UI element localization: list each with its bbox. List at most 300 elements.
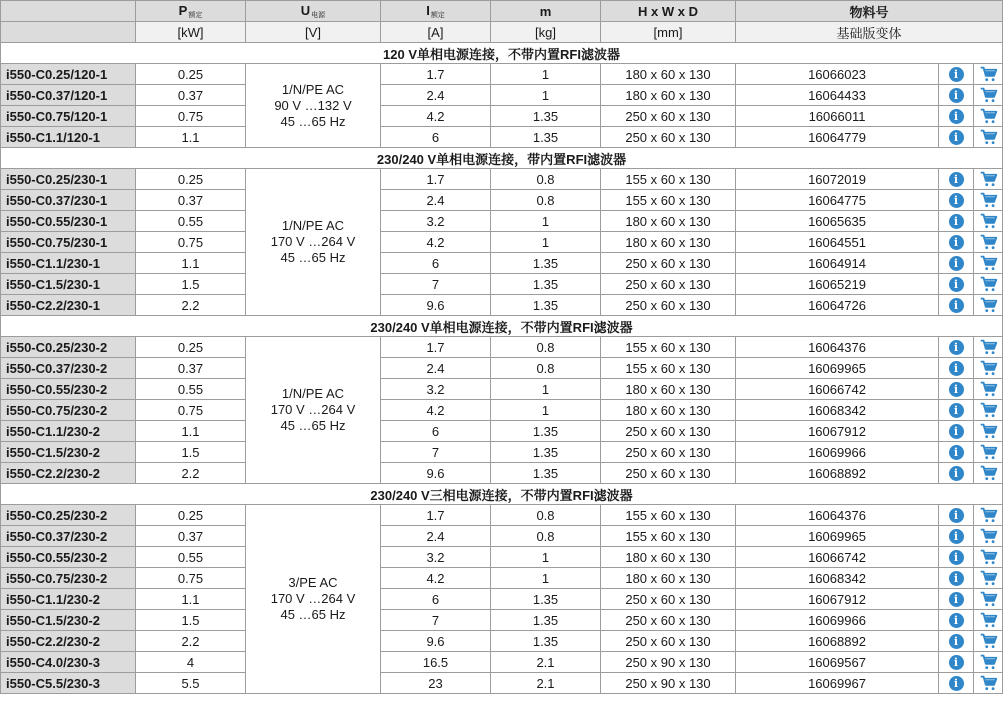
section-header-row [1, 484, 1003, 505]
mass-cell: 2.1 [491, 652, 601, 673]
cart-icon[interactable] [980, 528, 997, 543]
mass-cell: 1 [491, 64, 601, 85]
info-icon[interactable]: i [949, 550, 964, 565]
info-icon[interactable]: i [949, 529, 964, 544]
part-number-cell: 16064914 [736, 253, 939, 274]
header-row [1, 1, 1003, 22]
dimensions-cell: 180 x 60 x 130 [601, 211, 736, 232]
supply-frequency: 45 …65 Hz [280, 607, 346, 622]
dimensions-cell: 155 x 60 x 130 [601, 169, 736, 190]
cart-icon-svg [980, 444, 997, 460]
power-cell: 0.25 [136, 505, 246, 526]
mass-cell: 1.35 [491, 631, 601, 652]
info-icon[interactable]: i [949, 466, 964, 481]
power-cell: 0.75 [136, 106, 246, 127]
table-row [1, 169, 1003, 190]
cart-icon[interactable] [980, 87, 997, 102]
mass-cell: 1.35 [491, 274, 601, 295]
cart-icon-svg [980, 171, 997, 187]
cart-icon[interactable] [980, 66, 997, 81]
mass-cell: 1.35 [491, 127, 601, 148]
dimensions-cell: 250 x 90 x 130 [601, 652, 736, 673]
current-cell: 2.4 [381, 85, 491, 106]
mass-cell: 1.35 [491, 442, 601, 463]
info-cell [939, 589, 974, 610]
info-icon[interactable]: i [949, 340, 964, 355]
cart-cell [974, 631, 1003, 652]
cart-icon-svg [980, 465, 997, 481]
power-cell: 0.55 [136, 211, 246, 232]
table-row [1, 505, 1003, 526]
supply-voltage-range: 170 V …264 V [270, 402, 356, 417]
part-number-cell: 16068342 [736, 568, 939, 589]
supply-frequency: 45 …65 Hz [280, 250, 346, 265]
part-number-cell: 16064726 [736, 295, 939, 316]
power-cell: 1.5 [136, 442, 246, 463]
cart-icon-svg [980, 402, 997, 418]
cart-icon-svg [980, 507, 997, 523]
info-icon[interactable]: i [949, 613, 964, 628]
cart-cell [974, 589, 1003, 610]
part-number-cell: 16064376 [736, 337, 939, 358]
current-cell: 6 [381, 421, 491, 442]
power-cell: 0.75 [136, 568, 246, 589]
mass-cell: 1.35 [491, 463, 601, 484]
supply-voltage-range: 170 V …264 V [270, 234, 356, 249]
info-icon[interactable]: i [949, 361, 964, 376]
table-row [1, 400, 1003, 421]
cart-icon[interactable] [980, 591, 997, 606]
current-cell: 1.7 [381, 337, 491, 358]
dimensions-cell: 250 x 60 x 130 [601, 463, 736, 484]
table-row [1, 631, 1003, 652]
power-label: P [178, 2, 188, 18]
table-row [1, 232, 1003, 253]
supply-cell [246, 505, 381, 694]
power-cell: 1.5 [136, 274, 246, 295]
cart-icon[interactable] [980, 402, 997, 417]
current-cell: 2.4 [381, 526, 491, 547]
info-icon[interactable]: i [949, 634, 964, 649]
part-number-cell: 16069966 [736, 442, 939, 463]
mass-cell: 1 [491, 211, 601, 232]
part-number-cell: 16069965 [736, 358, 939, 379]
cart-icon-svg [980, 591, 997, 607]
section-title: 120 V单相电源连接，不带内置RFI滤波器 [1, 43, 1003, 64]
power-sub: 额定 [188, 11, 203, 19]
mass-cell: 1.35 [491, 295, 601, 316]
info-icon[interactable]: i [949, 193, 964, 208]
cart-icon[interactable] [980, 675, 997, 690]
supply-phase: 1/N/PE AC [281, 386, 345, 401]
dimensions-cell: 250 x 60 x 130 [601, 127, 736, 148]
table-row [1, 652, 1003, 673]
info-cell [939, 169, 974, 190]
header-mass: m [491, 1, 601, 22]
info-cell [939, 631, 974, 652]
cart-icon[interactable] [980, 192, 997, 207]
cart-icon[interactable] [980, 234, 997, 249]
header-unit-row [1, 22, 1003, 43]
section-title: 230/240 V单相电源连接，不带内置RFI滤波器 [1, 316, 1003, 337]
unit-dimensions: [mm] [601, 22, 736, 43]
current-cell: 6 [381, 589, 491, 610]
cart-icon-svg [980, 192, 997, 208]
cart-icon[interactable] [980, 129, 997, 144]
cart-cell [974, 169, 1003, 190]
info-icon[interactable]: i [949, 508, 964, 523]
cart-icon-svg [980, 675, 997, 691]
model-cell: i550-C2.2/230-2 [1, 463, 136, 484]
model-cell: i550-C2.2/230-2 [1, 631, 136, 652]
part-number-cell: 16066023 [736, 64, 939, 85]
cart-icon-svg [980, 528, 997, 544]
cart-icon-svg [980, 234, 997, 250]
cart-cell [974, 127, 1003, 148]
info-icon[interactable]: i [949, 130, 964, 145]
info-icon[interactable]: i [949, 235, 964, 250]
dimensions-cell: 180 x 60 x 130 [601, 64, 736, 85]
info-icon[interactable]: i [949, 214, 964, 229]
current-cell: 3.2 [381, 379, 491, 400]
current-label: I [426, 2, 430, 18]
power-cell: 2.2 [136, 463, 246, 484]
part-number-cell: 16064376 [736, 505, 939, 526]
cart-cell [974, 526, 1003, 547]
supply-voltage-range: 170 V …264 V [270, 591, 356, 606]
info-cell [939, 673, 974, 694]
part-number-cell: 16064775 [736, 190, 939, 211]
info-cell [939, 127, 974, 148]
supply-cell [246, 337, 381, 484]
dimensions-cell: 250 x 60 x 130 [601, 589, 736, 610]
current-sub: 额定 [430, 11, 445, 19]
table-row [1, 673, 1003, 694]
current-cell: 9.6 [381, 295, 491, 316]
power-cell: 0.25 [136, 64, 246, 85]
table-row [1, 589, 1003, 610]
power-cell: 1.5 [136, 610, 246, 631]
dimensions-cell: 155 x 60 x 130 [601, 190, 736, 211]
cart-icon-svg [980, 66, 997, 82]
part-number-cell: 16072019 [736, 169, 939, 190]
part-number-cell: 16069567 [736, 652, 939, 673]
mass-cell: 1.35 [491, 589, 601, 610]
cart-icon[interactable] [980, 633, 997, 648]
cart-icon[interactable] [980, 570, 997, 585]
mass-cell: 1.35 [491, 421, 601, 442]
table-row [1, 190, 1003, 211]
header-dimensions: H x W x D [601, 1, 736, 22]
cart-cell [974, 379, 1003, 400]
info-icon[interactable]: i [949, 676, 964, 691]
power-cell: 1.1 [136, 421, 246, 442]
mass-cell: 2.1 [491, 673, 601, 694]
power-cell: 0.37 [136, 85, 246, 106]
mass-cell: 0.8 [491, 337, 601, 358]
dimensions-cell: 180 x 60 x 130 [601, 547, 736, 568]
supply-phase: 1/N/PE AC [281, 218, 345, 233]
header-part-number: 物料号 [736, 1, 1003, 22]
model-cell: i550-C0.55/230-2 [1, 379, 136, 400]
cart-cell [974, 442, 1003, 463]
mass-cell: 1 [491, 232, 601, 253]
table-row [1, 421, 1003, 442]
table-row [1, 463, 1003, 484]
dimensions-cell: 250 x 60 x 130 [601, 253, 736, 274]
info-icon[interactable]: i [949, 109, 964, 124]
info-icon[interactable]: i [949, 88, 964, 103]
model-cell: i550-C0.75/230-2 [1, 400, 136, 421]
info-icon[interactable]: i [949, 571, 964, 586]
part-number-cell: 16066742 [736, 379, 939, 400]
info-cell [939, 190, 974, 211]
current-cell: 7 [381, 442, 491, 463]
cart-icon[interactable] [980, 108, 997, 123]
part-number-cell: 16064551 [736, 232, 939, 253]
current-cell: 23 [381, 673, 491, 694]
part-number-cell: 16066742 [736, 547, 939, 568]
info-cell [939, 85, 974, 106]
cart-icon[interactable] [980, 339, 997, 354]
cart-icon[interactable] [980, 612, 997, 627]
info-cell [939, 421, 974, 442]
info-icon[interactable]: i [949, 382, 964, 397]
info-cell [939, 379, 974, 400]
supply-frequency: 45 …65 Hz [280, 113, 346, 129]
part-number-cell: 16068892 [736, 631, 939, 652]
cart-icon[interactable] [980, 360, 997, 375]
info-icon[interactable]: i [949, 424, 964, 439]
part-number-cell: 16067912 [736, 589, 939, 610]
current-cell: 16.5 [381, 652, 491, 673]
table-row [1, 358, 1003, 379]
dimensions-cell: 155 x 60 x 130 [601, 526, 736, 547]
current-cell: 7 [381, 274, 491, 295]
dimensions-cell: 250 x 90 x 130 [601, 673, 736, 694]
table-row [1, 610, 1003, 631]
cart-cell [974, 652, 1003, 673]
mass-cell: 1 [491, 379, 601, 400]
power-cell: 0.37 [136, 526, 246, 547]
info-cell [939, 652, 974, 673]
dimensions-cell: 250 x 60 x 130 [601, 295, 736, 316]
part-variant-label: 基础版变体 [736, 22, 1003, 43]
supply-voltage-range: 90 V …132 V [274, 97, 352, 113]
table-row [1, 526, 1003, 547]
mass-cell: 0.8 [491, 358, 601, 379]
cart-icon[interactable] [980, 549, 997, 564]
info-icon[interactable]: i [949, 403, 964, 418]
section-header-row [1, 148, 1003, 169]
voltage-label: U [300, 2, 311, 18]
info-cell [939, 211, 974, 232]
model-cell: i550-C1.1/230-2 [1, 421, 136, 442]
cart-cell [974, 64, 1003, 85]
table-row [1, 568, 1003, 589]
current-cell: 1.7 [381, 505, 491, 526]
info-cell [939, 106, 974, 127]
info-icon[interactable]: i [949, 256, 964, 271]
cart-cell [974, 106, 1003, 127]
cart-icon[interactable] [980, 423, 997, 438]
part-number-cell: 16069965 [736, 526, 939, 547]
cart-icon[interactable] [980, 276, 997, 291]
model-cell: i550-C4.0/230-3 [1, 652, 136, 673]
table-row [1, 295, 1003, 316]
cart-cell [974, 190, 1003, 211]
cart-icon-svg [980, 339, 997, 355]
model-cell: i550-C0.37/120-1 [1, 85, 136, 106]
table-row [1, 253, 1003, 274]
info-icon[interactable]: i [949, 172, 964, 187]
dimensions-cell: 250 x 60 x 130 [601, 631, 736, 652]
info-cell [939, 400, 974, 421]
cart-cell [974, 673, 1003, 694]
mass-cell: 0.8 [491, 526, 601, 547]
model-cell: i550-C1.1/230-1 [1, 253, 136, 274]
cart-icon[interactable] [980, 171, 997, 186]
info-cell [939, 442, 974, 463]
info-cell [939, 64, 974, 85]
cart-cell [974, 274, 1003, 295]
current-cell: 3.2 [381, 211, 491, 232]
info-icon[interactable]: i [949, 445, 964, 460]
power-cell: 4 [136, 652, 246, 673]
info-cell [939, 505, 974, 526]
cart-cell [974, 610, 1003, 631]
table-row [1, 547, 1003, 568]
dimensions-cell: 180 x 60 x 130 [601, 232, 736, 253]
cart-cell [974, 568, 1003, 589]
current-cell: 1.7 [381, 64, 491, 85]
dimensions-cell: 250 x 60 x 130 [601, 274, 736, 295]
dimensions-cell: 250 x 60 x 130 [601, 421, 736, 442]
model-cell: i550-C0.75/120-1 [1, 106, 136, 127]
cart-icon-svg [980, 108, 997, 124]
model-cell: i550-C5.5/230-3 [1, 673, 136, 694]
cart-icon-svg [980, 129, 997, 145]
supply-phase: 1/N/PE AC [281, 81, 345, 97]
cart-icon-svg [980, 633, 997, 649]
model-cell: i550-C0.25/120-1 [1, 64, 136, 85]
info-cell [939, 568, 974, 589]
cart-icon[interactable] [980, 213, 997, 228]
supply-phase: 3/PE AC [288, 575, 338, 590]
cart-icon[interactable] [980, 465, 997, 480]
cart-icon[interactable] [980, 297, 997, 312]
info-cell [939, 547, 974, 568]
model-cell: i550-C0.37/230-1 [1, 190, 136, 211]
model-cell: i550-C1.5/230-2 [1, 610, 136, 631]
mass-cell: 1 [491, 568, 601, 589]
mass-cell: 1 [491, 400, 601, 421]
cart-cell [974, 463, 1003, 484]
mass-cell: 1 [491, 547, 601, 568]
model-cell: i550-C1.1/230-2 [1, 589, 136, 610]
info-cell [939, 295, 974, 316]
info-cell [939, 526, 974, 547]
part-number-cell: 16068892 [736, 463, 939, 484]
power-cell: 2.2 [136, 631, 246, 652]
mass-cell: 1.35 [491, 106, 601, 127]
part-number-cell: 16065219 [736, 274, 939, 295]
info-icon[interactable]: i [949, 67, 964, 82]
model-cell: i550-C0.75/230-2 [1, 568, 136, 589]
section-title: 230/240 V三相电源连接，不带内置RFI滤波器 [1, 484, 1003, 505]
model-cell: i550-C1.5/230-1 [1, 274, 136, 295]
dimensions-cell: 180 x 60 x 130 [601, 568, 736, 589]
current-cell: 9.6 [381, 463, 491, 484]
cart-cell [974, 85, 1003, 106]
info-icon[interactable]: i [949, 592, 964, 607]
dimensions-cell: 180 x 60 x 130 [601, 400, 736, 421]
table-row [1, 106, 1003, 127]
model-cell: i550-C0.25/230-2 [1, 505, 136, 526]
cart-icon-svg [980, 612, 997, 628]
info-icon[interactable]: i [949, 655, 964, 670]
model-cell: i550-C2.2/230-1 [1, 295, 136, 316]
cart-icon-svg [980, 570, 997, 586]
dimensions-cell: 155 x 60 x 130 [601, 358, 736, 379]
power-cell: 0.55 [136, 547, 246, 568]
current-cell: 4.2 [381, 568, 491, 589]
cart-icon[interactable] [980, 381, 997, 396]
unit-current: [A] [381, 22, 491, 43]
part-number-cell: 16066011 [736, 106, 939, 127]
part-number-cell: 16064433 [736, 85, 939, 106]
info-icon[interactable]: i [949, 277, 964, 292]
table-row [1, 127, 1003, 148]
model-cell: i550-C0.55/230-1 [1, 211, 136, 232]
model-cell: i550-C0.37/230-2 [1, 358, 136, 379]
current-cell: 6 [381, 253, 491, 274]
dimensions-cell: 155 x 60 x 130 [601, 505, 736, 526]
cart-cell [974, 400, 1003, 421]
power-cell: 0.25 [136, 169, 246, 190]
mass-cell: 1 [491, 85, 601, 106]
current-cell: 9.6 [381, 631, 491, 652]
part-number-cell: 16068342 [736, 400, 939, 421]
info-cell [939, 337, 974, 358]
cart-icon-svg [980, 255, 997, 271]
cart-icon[interactable] [980, 444, 997, 459]
cart-icon[interactable] [980, 654, 997, 669]
cart-icon-svg [980, 654, 997, 670]
cart-icon[interactable] [980, 255, 997, 270]
table-row [1, 64, 1003, 85]
cart-icon[interactable] [980, 507, 997, 522]
power-cell: 0.55 [136, 379, 246, 400]
section-title: 230/240 V单相电源连接，带内置RFI滤波器 [1, 148, 1003, 169]
cart-icon-svg [980, 360, 997, 376]
cart-cell [974, 232, 1003, 253]
info-cell [939, 274, 974, 295]
info-icon[interactable]: i [949, 298, 964, 313]
cart-icon-svg [980, 381, 997, 397]
model-cell: i550-C0.25/230-1 [1, 169, 136, 190]
power-cell: 5.5 [136, 673, 246, 694]
cart-cell [974, 505, 1003, 526]
cart-cell [974, 211, 1003, 232]
info-cell [939, 232, 974, 253]
power-cell: 1.1 [136, 589, 246, 610]
info-cell [939, 253, 974, 274]
cart-icon-svg [980, 549, 997, 565]
supply-cell [246, 64, 381, 148]
info-cell [939, 610, 974, 631]
unit-voltage: [V] [246, 22, 381, 43]
